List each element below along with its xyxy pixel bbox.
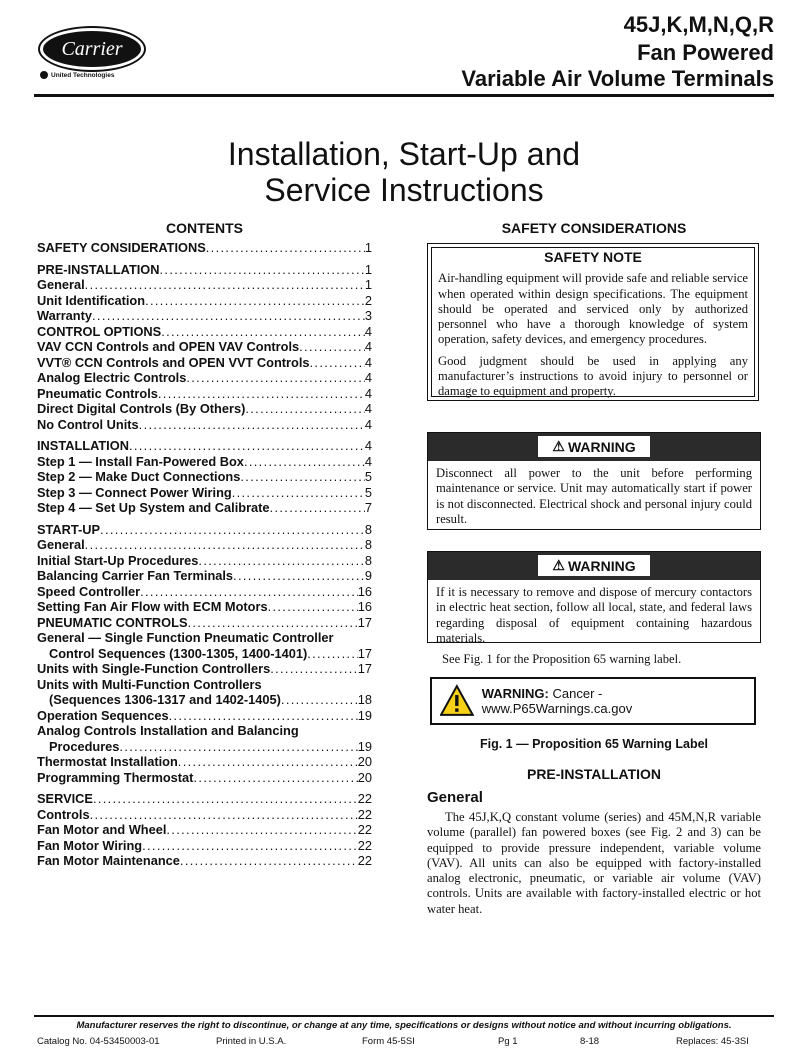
safety-note-title: SAFETY NOTE: [544, 249, 642, 265]
toc-entry-label: Step 4 — Set Up System and Calibrate: [37, 500, 270, 515]
toc-entry: [37, 838, 372, 854]
toc-leader-dots: [310, 355, 365, 371]
toc-entry-page: 9: [364, 568, 372, 583]
toc-entry-page: 3: [364, 308, 372, 323]
toc-entry-page: 16: [357, 583, 372, 599]
toc-entry: [37, 853, 372, 869]
toc-leader-dots: [160, 262, 365, 278]
toc-leader-dots: [180, 853, 358, 869]
toc-entry: [37, 739, 372, 755]
toc-entry: [37, 277, 372, 293]
safety-note-paragraph-1: Air-handling equipment will provide safe and reliable service when operated within design specifications. The equipment should be operated and serviced only by authorized personnel who have a thorough knowledge of system operation, safety devices, and emergency procedures.: [438, 271, 748, 347]
toc-entry: [37, 708, 372, 724]
toc-entry-page: 4: [364, 416, 372, 432]
toc-leader-dots: [129, 438, 365, 454]
toc-leader-dots: [187, 615, 357, 631]
printed-in: Printed in U.S.A.: [216, 1036, 287, 1047]
toc-entry: [37, 807, 372, 823]
toc-entry-page: 22: [357, 837, 372, 853]
toc-entry-page: 1: [364, 261, 372, 277]
brand-name: Carrier: [43, 31, 141, 67]
toc-entry-page: 8: [364, 521, 372, 537]
toc-leader-dots: [245, 401, 365, 417]
toc-entry-page: 17: [357, 661, 372, 676]
toc-entry: [37, 568, 372, 584]
toc-entry-label: Balancing Carrier Fan Terminals: [37, 568, 234, 583]
table-of-contents: [37, 240, 372, 869]
safety-note-box: [427, 243, 759, 401]
toc-entry-page: 4: [364, 401, 372, 416]
toc-entry-label: SERVICE: [37, 791, 93, 806]
model-numbers: 45J,K,M,N,Q,R: [623, 12, 774, 37]
toc-leader-dots: [93, 791, 358, 807]
warning-label: [538, 436, 650, 457]
warning-text-power: Disconnect all power to the unit before performing maintenance or service. Unit may automatically start if power is not disconnected. Electrical shock and personal injury could result.: [436, 466, 752, 526]
toc-entry: [37, 553, 372, 569]
general-subheading: General: [427, 789, 483, 806]
warning-triangle-icon: ⚠: [552, 438, 565, 454]
toc-leader-dots: [270, 500, 365, 516]
toc-entry: [37, 791, 372, 807]
safety-heading: SAFETY CONSIDERATIONS: [501, 220, 687, 236]
toc-leader-dots: [85, 277, 365, 293]
prop65-text: [482, 686, 754, 716]
toc-entry-label: Fan Motor Maintenance: [37, 853, 180, 868]
toc-leader-dots: [206, 240, 365, 256]
toc-leader-dots: [92, 308, 365, 324]
toc-entry-page: 19: [357, 738, 372, 754]
toc-leader-dots: [169, 708, 358, 724]
revision-date: 8-18: [580, 1036, 600, 1047]
toc-entry-label: Analog Electric Controls: [37, 370, 187, 385]
toc-entry-label: Speed Controller: [37, 583, 141, 599]
toc-entry-label: Direct Digital Controls (By Others): [37, 401, 246, 416]
toc-entry-page: 1: [364, 277, 372, 292]
toc-entry-page: 20: [357, 769, 372, 785]
toc-leader-dots: [232, 485, 365, 501]
toc-entry: [37, 386, 372, 402]
contents-heading: CONTENTS: [166, 220, 243, 236]
toc-entry: [37, 646, 372, 662]
warning-label-text: WARNING: [567, 557, 636, 574]
toc-entry-page: 18: [357, 692, 372, 707]
toc-entry-label: Setting Fan Air Flow with ECM Motors: [37, 599, 268, 614]
toc-entry-label: Units with Single-Function Controllers: [37, 661, 271, 676]
toc-entry-page: 5: [364, 469, 372, 484]
prop65-message: Cancer - www.P65Warnings.ca.gov: [481, 686, 633, 716]
document-title-line-2: Service Instructions: [264, 172, 544, 208]
warning-text-mercury: If it is necessary to remove and dispose of mercury contactors in electric heat section, follow all local, state, and federal laws regarding disposal of equipment containing hazardous materials.: [436, 585, 752, 645]
toc-leader-dots: [244, 454, 365, 470]
toc-entry-page: 16: [357, 599, 372, 614]
toc-entry-label: Warranty: [37, 308, 92, 323]
toc-leader-dots: [158, 386, 365, 402]
document-title-line-1: Installation, Start-Up and: [227, 136, 581, 172]
toc-entry-label: Units with Multi-Function Controllers: [37, 676, 262, 692]
toc-entry: [37, 770, 372, 786]
toc-entry-label: General — Single Function Pneumatic Controller: [37, 630, 334, 645]
toc-entry: [37, 438, 372, 454]
toc-leader-dots: [186, 370, 365, 386]
toc-entry: [37, 599, 372, 615]
toc-entry: [37, 339, 372, 355]
toc-entry: [37, 485, 372, 501]
toc-entry-label: Operation Sequences: [37, 707, 169, 723]
toc-leader-dots: [85, 537, 365, 553]
toc-entry-page: 8: [364, 537, 372, 552]
toc-leader-dots: [166, 822, 357, 838]
model-subtitle-1: Fan Powered: [637, 40, 774, 65]
toc-entry-page: 4: [364, 370, 372, 385]
toc-leader-dots: [307, 646, 358, 662]
toc-entry-label: Step 2 — Make Duct Connections: [37, 469, 241, 484]
toc-leader-dots: [161, 324, 365, 340]
toc-entry-label: VAV CCN Controls and OPEN VAV Controls: [37, 339, 300, 354]
toc-entry-page: 22: [357, 806, 372, 822]
toc-entry-label: Initial Start-Up Procedures: [37, 552, 199, 568]
toc-entry-page: 8: [364, 552, 372, 568]
toc-entry: [37, 500, 372, 516]
toc-entry-page: 22: [357, 853, 372, 868]
general-body-text: The 45J,K,Q constant volume (series) and 45M,N,R variable volume (parallel) fan powered boxes (see Fig. 2 and 3) can be equipped to provide pressure independent, variable volume (VAV). All units can also be equipped with factory-installed analog electronic, pneumatic, or variable air volume (VAV) controls. Units are available with factory-installed electric or hot water heat.: [427, 810, 761, 916]
toc-entry-page: 4: [364, 453, 372, 469]
toc-entry-label: Step 3 — Connect Power Wiring: [37, 484, 232, 500]
toc-entry-label: CONTROL OPTIONS: [37, 323, 162, 339]
warning-label-text: WARNING: [567, 438, 636, 455]
toc-entry-page: 2: [364, 292, 372, 308]
toc-leader-dots: [139, 417, 365, 433]
replaces-form: Replaces: 45-3SI: [676, 1036, 749, 1047]
warning-triangle-icon: [440, 684, 474, 718]
toc-entry: [37, 308, 372, 324]
toc-entry-label: General: [37, 277, 85, 292]
figure-reference: See Fig. 1 for the Proposition 65 warning label.: [442, 652, 682, 666]
toc-entry: [37, 754, 372, 770]
toc-leader-dots: [119, 739, 357, 755]
footer-notice: Manufacturer reserves the right to discontinue, or change at any time, specifications or designs without notice and without incurring obligations.: [76, 1020, 732, 1031]
toc-entry-label: General: [37, 537, 85, 552]
toc-entry-label: Pneumatic Controls: [37, 385, 158, 401]
toc-entry: [37, 692, 372, 708]
toc-entry: [37, 661, 372, 677]
toc-entry: [37, 417, 372, 433]
toc-entry-label: No Control Units: [37, 416, 139, 432]
toc-entry-page: 19: [357, 707, 372, 723]
toc-leader-dots: [270, 661, 358, 677]
toc-entry-page: 17: [357, 645, 372, 661]
parent-company: [40, 71, 114, 79]
toc-entry: [37, 355, 372, 371]
toc-entry-page: 5: [364, 484, 372, 500]
toc-entry-label: Fan Motor Wiring: [37, 837, 143, 853]
toc-leader-dots: [142, 838, 358, 854]
toc-entry-page: 7: [364, 500, 372, 515]
toc-entry-page: 4: [364, 339, 372, 354]
parent-company-label: United Technologies: [51, 71, 115, 79]
warning-box-power: [427, 432, 761, 530]
footer-rule: [34, 1015, 774, 1017]
toc-leader-dots: [299, 339, 365, 355]
toc-entry-label: Fan Motor and Wheel: [37, 822, 167, 837]
warning-header-bar: [428, 552, 760, 580]
toc-entry-label: Controls: [37, 806, 90, 822]
toc-entry-page: 17: [357, 614, 372, 630]
toc-entry: [37, 522, 372, 538]
toc-entry-label: VVT® CCN Controls and OPEN VVT Controls: [37, 354, 310, 370]
toc-leader-dots: [100, 522, 365, 538]
toc-entry-label: PRE-INSTALLATION: [37, 261, 160, 277]
toc-entry: [37, 370, 372, 386]
warning-label: [538, 555, 650, 576]
toc-entry: [37, 240, 372, 256]
toc-entry-label: INSTALLATION: [37, 438, 129, 453]
figure-caption: Fig. 1 — Proposition 65 Warning Label: [479, 737, 709, 751]
toc-entry: [37, 401, 372, 417]
toc-entry-label: Thermostat Installation: [37, 754, 178, 769]
toc-entry: [37, 537, 372, 553]
toc-entry-label: Step 1 — Install Fan-Powered Box: [37, 453, 244, 469]
toc-entry-label: Unit Identification: [37, 292, 146, 308]
toc-entry: [37, 615, 372, 631]
toc-entry-page: 4: [364, 323, 372, 339]
safety-note-paragraph-2: Good judgment should be used in applying any manufacturer’s instructions to avoid injury to personnel or damage to equipment and property.: [438, 353, 748, 399]
toc-entry: [37, 469, 372, 485]
toc-leader-dots: [90, 807, 358, 823]
toc-entry: [37, 262, 372, 278]
warning-header-bar: [428, 433, 760, 461]
toc-leader-dots: [178, 754, 358, 770]
form-number: Form 45-5SI: [362, 1036, 415, 1047]
prop65-warning-word: WARNING:: [481, 686, 549, 701]
toc-leader-dots: [233, 568, 365, 584]
header-rule: [34, 94, 774, 97]
toc-entry: [37, 454, 372, 470]
toc-entry-page: 4: [364, 354, 372, 370]
toc-entry-page: 4: [364, 385, 372, 401]
toc-entry: [37, 293, 372, 309]
toc-entry-label: Control Sequences (1300-1305, 1400-1401): [49, 645, 308, 661]
toc-leader-dots: [145, 293, 365, 309]
carrier-logo: [38, 26, 146, 72]
toc-entry: [37, 584, 372, 600]
toc-leader-dots: [193, 770, 357, 786]
toc-entry: [37, 324, 372, 340]
toc-entry-label: Analog Controls Installation and Balancing: [37, 723, 299, 738]
toc-entry-label: START-UP: [37, 521, 101, 537]
toc-entry-label: (Sequences 1306-1317 and 1402-1405): [49, 692, 281, 707]
toc-entry-label: Programming Thermostat: [37, 769, 194, 785]
toc-leader-dots: [240, 469, 365, 485]
warning-triangle-icon: ⚠: [552, 557, 565, 573]
warning-box-mercury: [427, 551, 761, 643]
toc-leader-dots: [140, 584, 358, 600]
toc-entry-page: 20: [357, 754, 372, 769]
toc-entry-label: SAFETY CONSIDERATIONS: [37, 240, 206, 255]
toc-entry: [37, 822, 372, 838]
toc-entry-label: Procedures: [49, 738, 120, 754]
page-number: Pg 1: [498, 1036, 518, 1047]
utc-mark-icon: [40, 71, 48, 79]
toc-entry-page: 22: [357, 791, 372, 806]
pre-installation-heading: PRE-INSTALLATION: [526, 766, 662, 782]
toc-entry-page: 4: [364, 438, 372, 453]
prop65-label: [430, 677, 756, 725]
toc-entry-label: PNEUMATIC CONTROLS: [37, 614, 188, 630]
toc-entry-page: 1: [364, 240, 372, 255]
toc-leader-dots: [268, 599, 358, 615]
model-subtitle-2: Variable Air Volume Terminals: [461, 66, 774, 91]
toc-entry-page: 22: [357, 822, 372, 837]
toc-leader-dots: [281, 692, 358, 708]
catalog-number: Catalog No. 04-53450003-01: [37, 1036, 160, 1047]
toc-leader-dots: [198, 553, 364, 569]
